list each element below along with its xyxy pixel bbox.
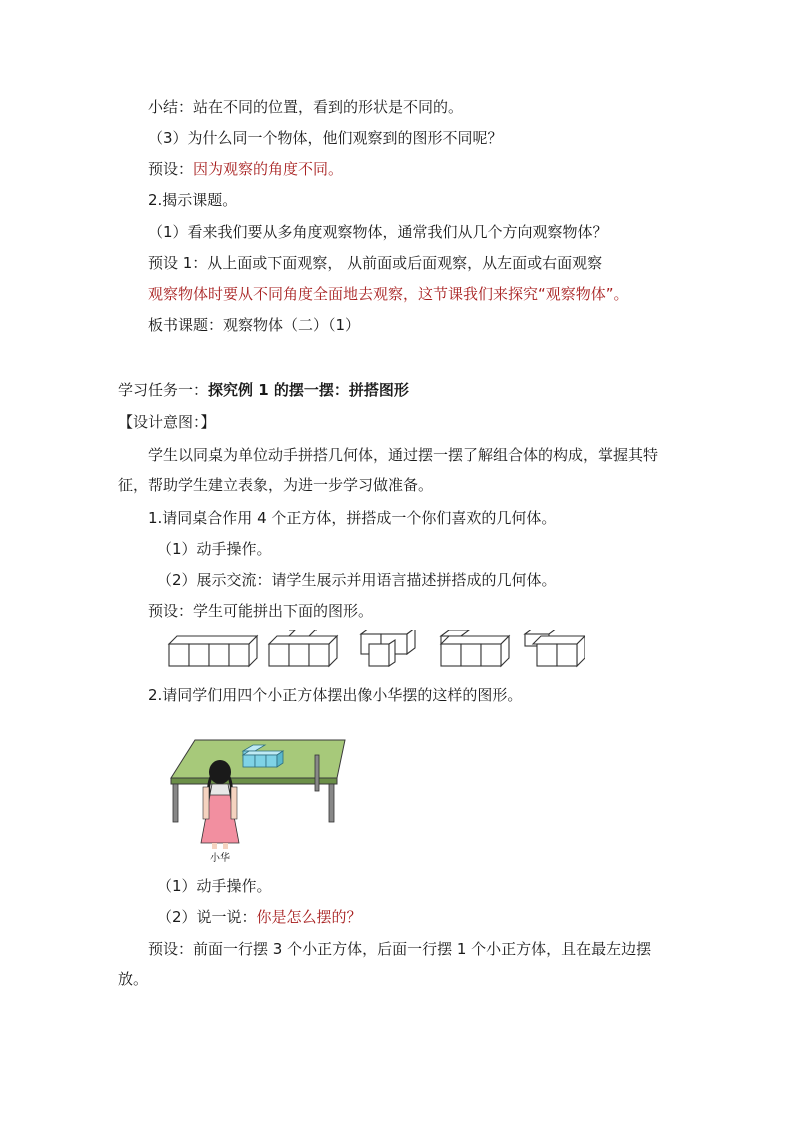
step-1-b: （2）展示交流：请学生展示并用语言描述拼搭成的几何体。	[157, 571, 557, 589]
task-heading	[118, 380, 409, 400]
table-leg	[329, 784, 334, 822]
task-heading-title: 探究例 1 的摆一摆：拼搭图形	[208, 381, 409, 399]
shape-b	[269, 630, 337, 666]
step-2-b-answer: 你是怎么摆的？	[256, 908, 362, 926]
cube-shapes-row	[165, 630, 585, 672]
step-1-preset: 预设：学生可能拼出下面的图形。	[148, 602, 374, 620]
preset-1: 预设 1：从上面或下面观察， 从前面或后面观察，从左面或右面观察	[148, 254, 603, 272]
table-leg	[315, 755, 319, 791]
table-leg	[173, 784, 178, 822]
illustration-caption: 小华	[210, 853, 230, 864]
table-edge	[171, 778, 337, 784]
xiaohua-table-illustration	[165, 725, 355, 865]
summary-text: 小结：站在不同的位置，看到的形状是不同的。	[148, 98, 464, 116]
reveal-title: 2.揭示课题。	[148, 191, 238, 209]
preset-label: 预设：	[148, 160, 194, 178]
step-2: 2.请同学们用四个小正方体摆出像小华摆的这样的图形。	[148, 686, 523, 704]
step-2-b	[157, 907, 362, 927]
step-2-b-label: （2）说一说：	[157, 908, 257, 926]
question-3: （3）为什么同一个物体，他们观察到的图形不同呢？	[148, 129, 503, 147]
preset-line	[148, 159, 343, 179]
task-heading-prefix: 学习任务一：	[118, 381, 209, 399]
step-1-a: （1）动手操作。	[157, 540, 272, 558]
shape-a	[169, 636, 257, 666]
shape-e	[525, 630, 585, 666]
question-1: （1）看来我们要从多角度观察物体，通常我们从几个方向观察物体？	[148, 223, 608, 241]
board-title: 板书课题：观察物体（二）（1）	[148, 316, 361, 334]
step-1: 1.请同桌合作用 4 个正方体，拼搭成一个你们喜欢的几何体。	[148, 509, 557, 527]
shape-d	[441, 630, 509, 666]
shape-c	[361, 630, 415, 666]
step-2-preset: 预设：前面一行摆 3 个小正方体，后面一行摆 1 个小正方体，且在最左边摆放。	[118, 940, 652, 988]
step-2-a: （1）动手操作。	[157, 877, 272, 895]
design-label: 【设计意图：】	[118, 413, 216, 431]
red-statement: 观察物体时要从不同角度全面地去观察，这节课我们来探究“观察物体”。	[148, 285, 629, 303]
design-text: 学生以同桌为单位动手拼搭几何体，通过摆一摆了解组合体的构成，掌握其特征，帮助学生建立表象，为进一步学习做准备。	[118, 446, 659, 494]
preset-answer: 因为观察的角度不同。	[193, 160, 344, 178]
